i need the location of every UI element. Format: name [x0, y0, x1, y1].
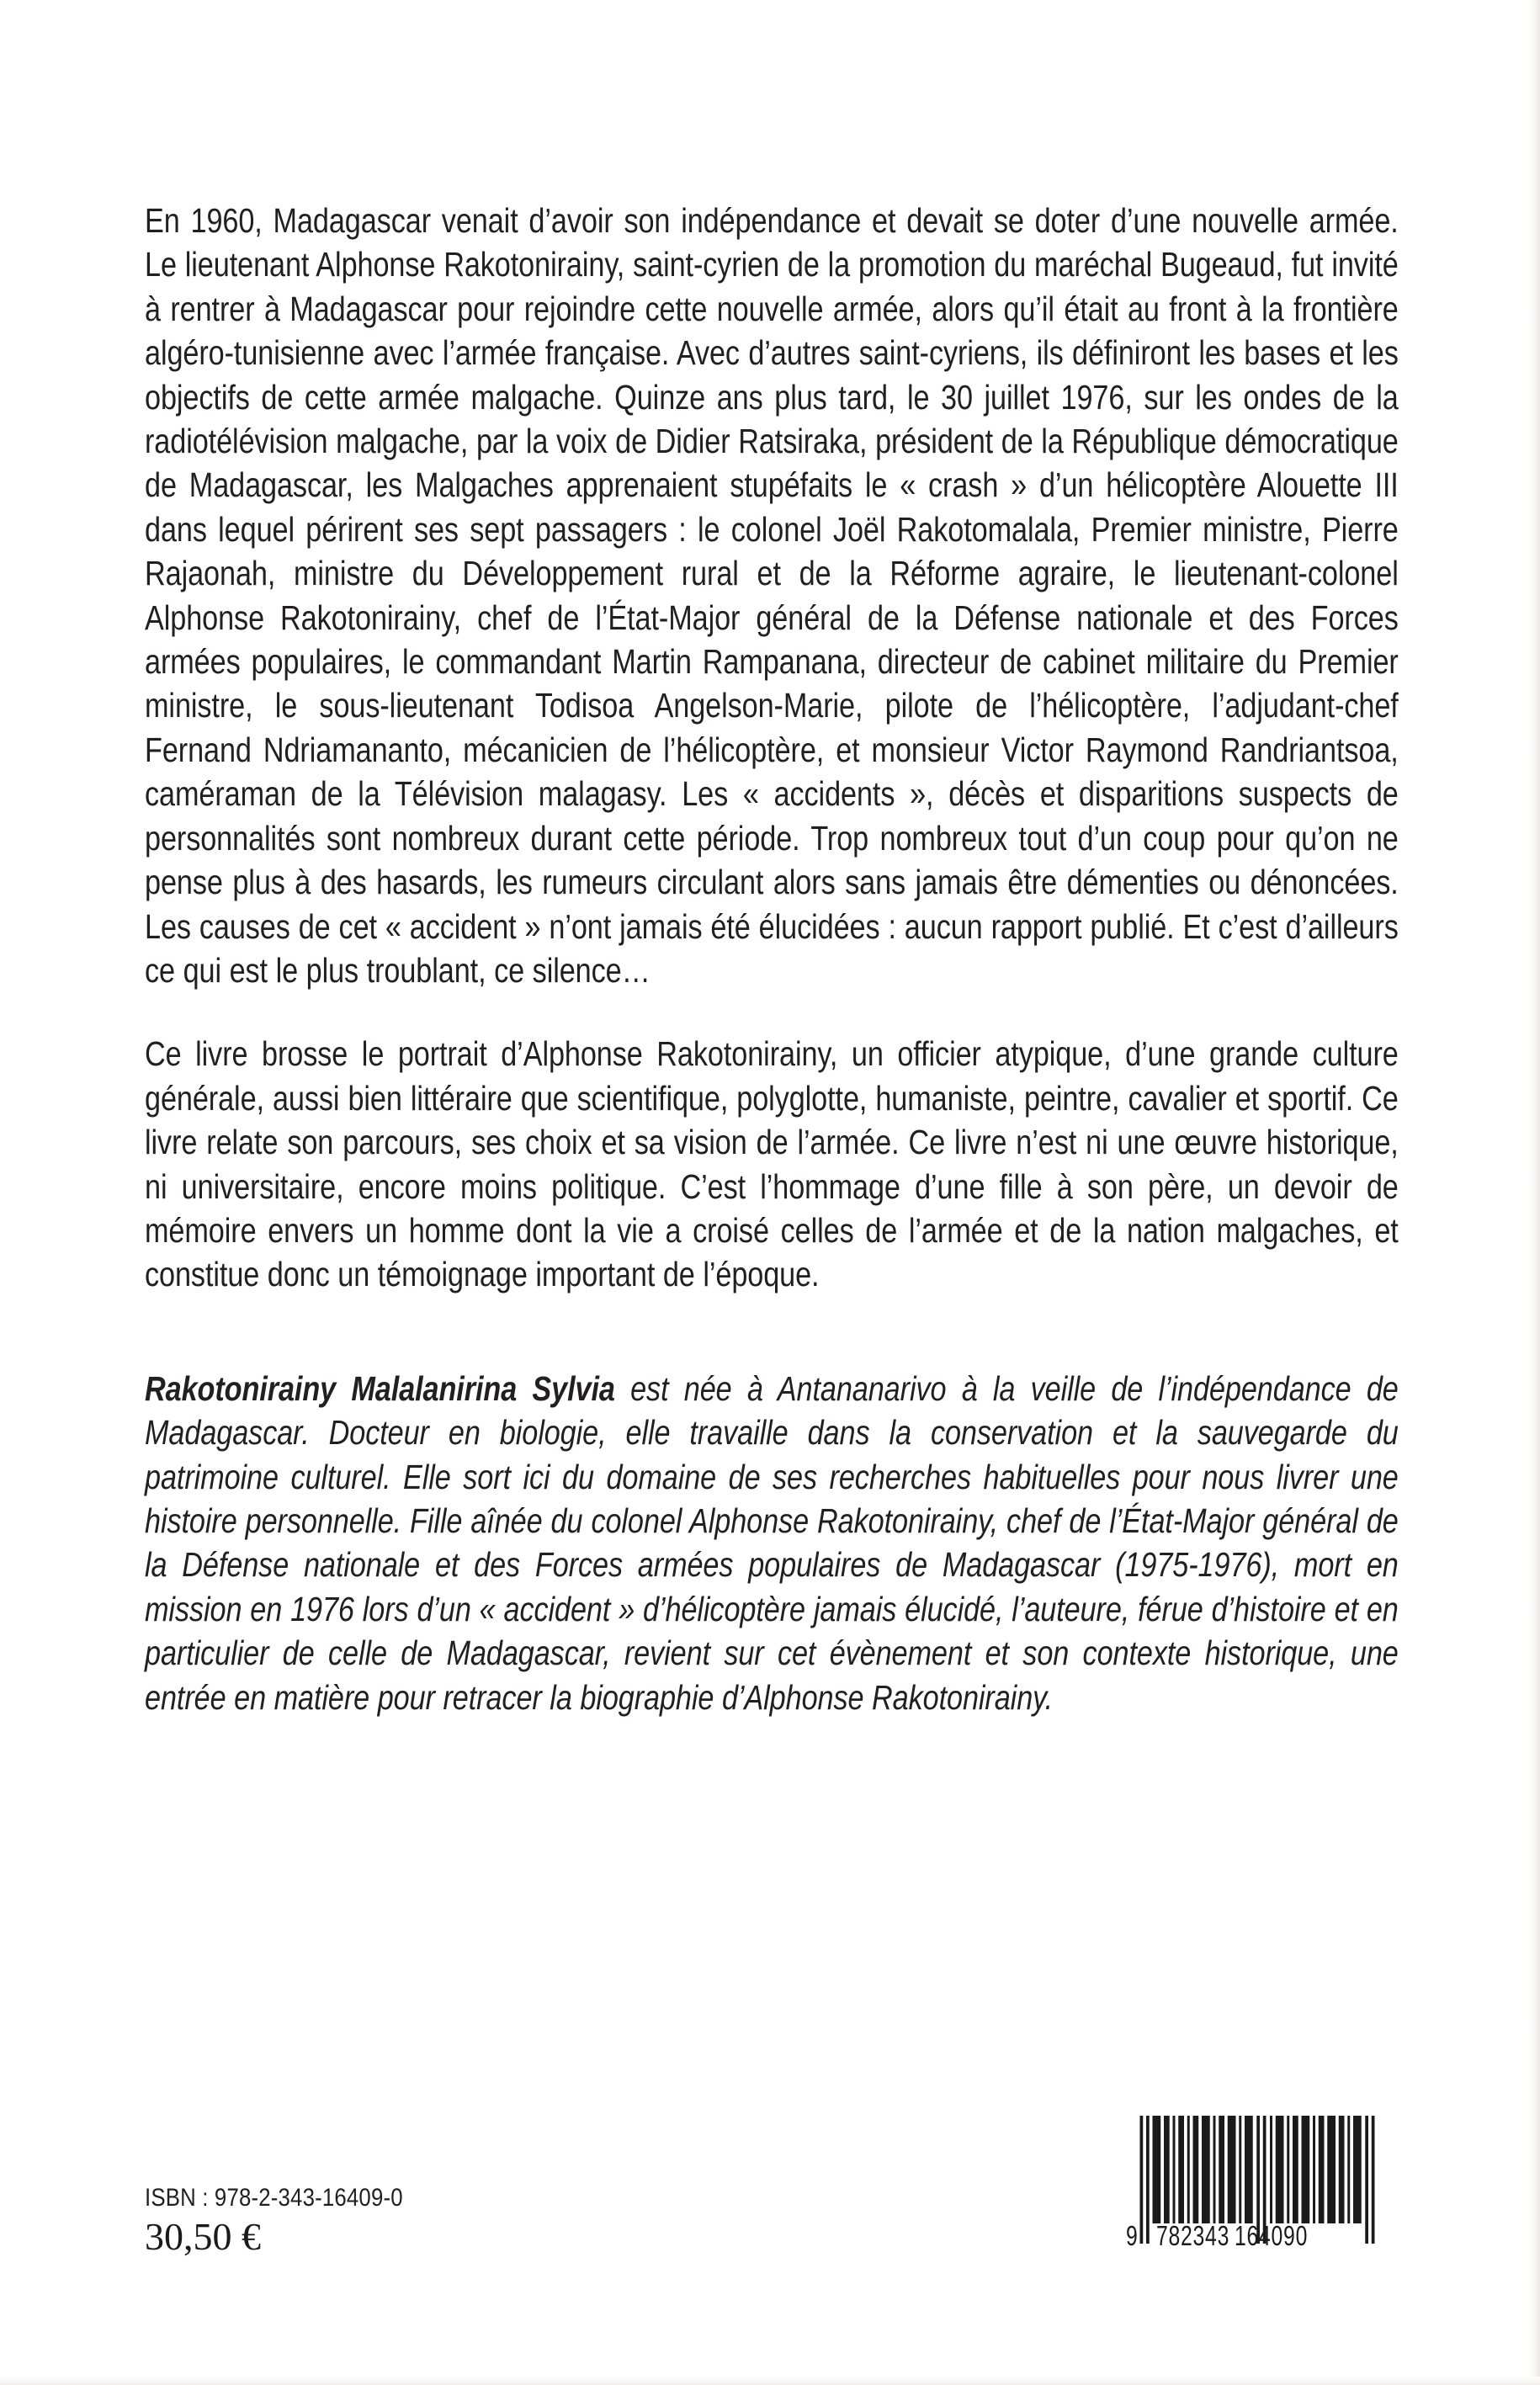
book-description-paragraph: Ce livre brosse le portrait d’Alphonse Rakotonirainy, un officier atypique, d’une grande culture générale, aussi bien littéraire que scientifique, polyglotte, humaniste, peintre, cavalier et sportif. Ce livre relate son parcours, ses choix et sa vision de l’armée. Ce livre n’est ni une œuvre historique, ni universitaire, encore moins politique. C’est l’hommage d’une fille à son père, un devoir de mémoire envers un homme dont la vie a croisé celles de l’armée et de la nation malgaches, et constitue donc un témoignage important de l’époque. — [145, 1034, 1399, 1294]
price-text: 30,50 € — [145, 2215, 261, 2258]
synopsis-paragraph: En 1960, Madagascar venait d’avoir son indépendance et devait se doter d’une nouvelle armée. Le lieutenant Alphonse Rakotonirainy, saint-cyrien de la promotion du maréchal Bugeaud, fut invité à rentrer à Madagascar pour rejoindre cette nouvelle armée, alors qu’il était au front à la frontière algéro-tunisienne avec l’armée française. Avec d’autres saint-cyriens, ils définiront les bases et les objectifs de cette armée malgache. Quinze ans plus tard, le 30 juillet 1976, sur les ondes de la radiotélévision malgache, par la voix de Didier Ratsiraka, président de la République démocratique de Madagascar, les Malgaches apprenaient stupéfaits le « crash » d’un hélicoptère Alouette III dans lequel périrent ses sept passagers : le colonel Joël Rakotomalala, Premier ministre, Pierre Rajaonah, ministre du Développement rural et de la Réforme agraire, le lieutenant-colonel Alphonse Rakotonirainy, chef de l’État-Major général de la Défense nationale et des Forces armées populaires, le commandant Martin Rampanana, directeur de cabinet militaire du Premier ministre, le sous-lieutenant Todisoa Angelson-Marie, pilote de l’hélicoptère, l’adjudant-chef Fernand Ndriamananto, mécanicien de l’hélicoptère, et monsieur Victor Raymond Randriantsoa, caméraman de la Télévision malagasy. Les « accidents », décès et disparitions suspects de personnalités sont nombreux durant cette période. Trop nombreux tout d’un coup pour qu’on ne pense plus à des hasards, les rumeurs circulant alors sans jamais être démenties ou dénoncées. Les causes de cet « accident » n’ont jamais été élucidées : aucun rapport publié. Et c’est d’ailleurs ce qui est le plus troublant, ce silence… — [145, 201, 1399, 990]
barcode-bars — [1126, 2116, 1378, 2223]
page-edge-shadow-right — [1528, 0, 1540, 2385]
author-bio-paragraph — [145, 1367, 1399, 1719]
ean13-barcode — [1126, 2116, 1378, 2252]
page-edge-shadow-bottom — [0, 2377, 1540, 2385]
barcode-digits — [1126, 2220, 1378, 2252]
barcode-left-group: 782343 — [1156, 2220, 1230, 2251]
isbn-text: ISBN : 978-2-343-16409-0 — [145, 2184, 403, 2212]
text-column — [145, 199, 1399, 1719]
author-bio-text: est née à Antananarivo à la veille de l’indépendance de Madagascar. Docteur en biologie, elle travaille dans la conservation et la sauvegarde du patrimoine culturel. Elle sort ici du domaine de ses recherches habituelles pour nous livrer une histoire personnelle. Fille aînée du colonel Alphonse Rakotonirainy, chef de l’État-Major général de la Défense nationale et des Forces armées populaires de Madagascar (1975-1976), mort en mission en 1976 lors d’un « accident » d’hélicoptère jamais élucidé, l’auteure, férue d’histoire et en particulier de celle de Madagascar, revient sur cet évènement et son contexte historique, une entrée en matière pour retracer la biographie d’Alphonse Rakotonirainy. — [145, 1368, 1399, 1717]
barcode-lead-digit: 9 — [1126, 2220, 1139, 2251]
isbn-price-block — [145, 2184, 445, 2258]
barcode-right-group: 164090 — [1235, 2220, 1309, 2251]
author-name: Rakotonirainy Malalanirina Sylvia — [145, 1368, 615, 1408]
